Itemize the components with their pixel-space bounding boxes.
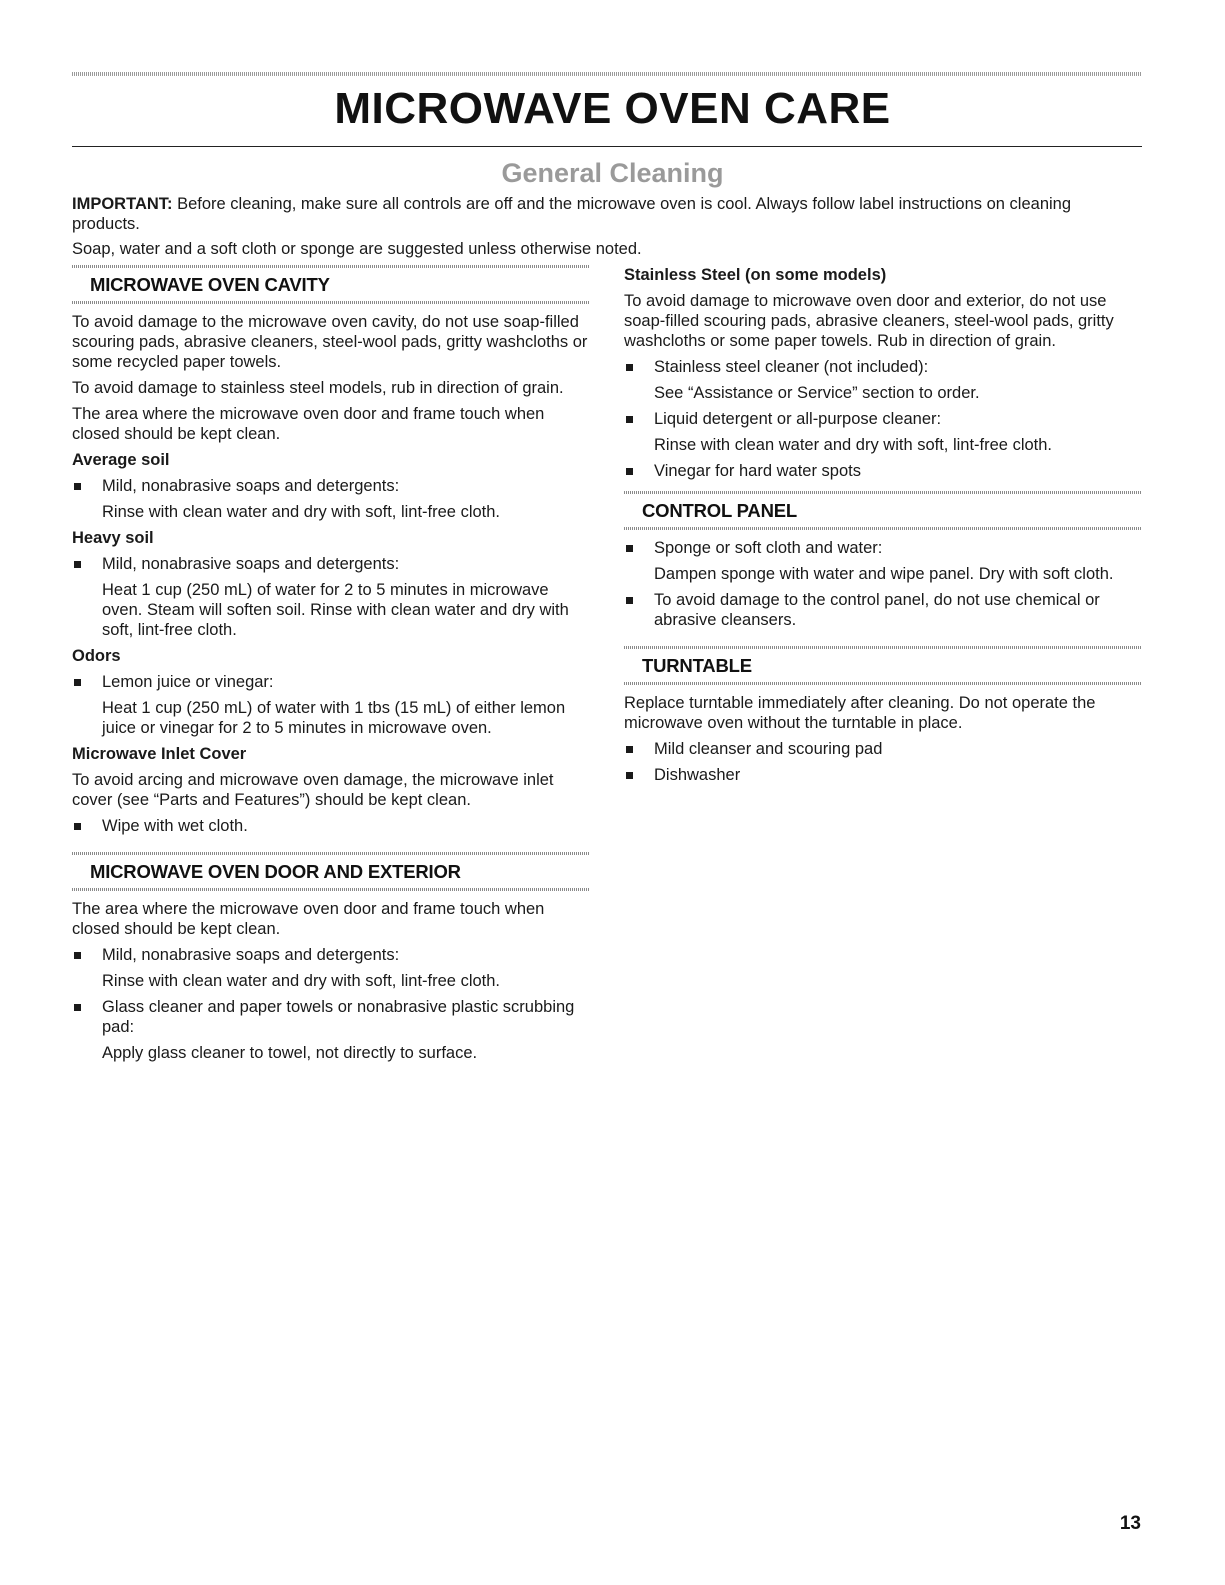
section-door-header [72, 852, 590, 891]
list-item-detail: Heat 1 cup (250 mL) of water for 2 to 5 minutes in microwave oven. Steam will soften soil. Rinse with clean water and dry with soft, lint-free cloth. [102, 581, 569, 639]
average-soil-heading: Average soil [72, 451, 170, 469]
right-column [624, 265, 1142, 791]
title-rule [72, 146, 1142, 147]
inlet-cover-paragraph: To avoid arcing and microwave oven damage, the microwave inlet cover (see “Parts and Features”) should be kept clean. [72, 771, 554, 809]
list-item: To avoid damage to the control panel, do not use chemical or abrasive cleansers. [624, 590, 1142, 630]
important-label: IMPORTANT: [72, 195, 173, 213]
important-text: Before cleaning, make sure all controls are off and the microwave oven is cool. Always follow label instructions on cleaning products. [72, 195, 1072, 233]
general-note: Soap, water and a soft cloth or sponge are suggested unless otherwise noted. [72, 240, 642, 258]
intro-block [72, 194, 1142, 264]
section-door-title: MICROWAVE OVEN DOOR AND EXTERIOR [90, 861, 461, 882]
heavy-soil-heading: Heavy soil [72, 529, 154, 547]
important-note [72, 194, 1142, 234]
list-item: Wipe with wet cloth. [72, 816, 590, 836]
list-item: Mild, nonabrasive soaps and detergents: [72, 945, 590, 965]
list-item-detail: Rinse with clean water and dry with soft, lint-free cloth. [102, 972, 501, 990]
list-item: Mild, nonabrasive soaps and detergents: [72, 554, 590, 574]
list-item: Lemon juice or vinegar: [72, 672, 590, 692]
top-dotted-rule [72, 72, 1142, 76]
cavity-paragraph: To avoid damage to the microwave oven cavity, do not use soap-filled scouring pads, abrasive cleaners, steel-wool pads, gritty washcloths or some recycled paper towels. [72, 313, 588, 371]
dotted-rule [624, 527, 1142, 530]
cavity-paragraph: To avoid damage to stainless steel models, rub in direction of grain. [72, 379, 564, 397]
page-number: 13 [1119, 1513, 1141, 1534]
turntable-paragraph: Replace turntable immediately after cleaning. Do not operate the microwave oven without the turntable in place. [624, 694, 1096, 732]
page-subtitle: General Cleaning [501, 158, 724, 188]
stainless-paragraph: To avoid damage to microwave oven door and exterior, do not use soap-filled scouring pads, abrasive cleaners, steel-wool pads, gritty washcloths or some paper towels. Rub in direction of grain. [624, 292, 1114, 350]
section-cavity-header [72, 265, 590, 304]
odors-heading: Odors [72, 647, 121, 665]
section-turntable-title: TURNTABLE [642, 655, 752, 676]
list-item: Dishwasher [624, 765, 1142, 785]
list-item-detail: Rinse with clean water and dry with soft, lint-free cloth. [102, 503, 501, 521]
section-turntable-header [624, 646, 1142, 685]
list-item-detail: See “Assistance or Service” section to order. [654, 384, 980, 402]
list-item: Glass cleaner and paper towels or nonabrasive plastic scrubbing pad: [72, 997, 590, 1037]
cavity-paragraph: The area where the microwave oven door and frame touch when closed should be kept clean. [72, 405, 545, 443]
stainless-heading: Stainless Steel (on some models) [624, 266, 887, 284]
door-paragraph: The area where the microwave oven door and frame touch when closed should be kept clean. [72, 900, 545, 938]
left-column [72, 265, 590, 1069]
section-cavity-title: MICROWAVE OVEN CAVITY [90, 274, 330, 295]
section-control-panel-title: CONTROL PANEL [642, 500, 797, 521]
list-item-detail: Apply glass cleaner to towel, not directly to surface. [102, 1044, 478, 1062]
page-title: MICROWAVE OVEN CARE [334, 84, 891, 133]
list-item: Mild, nonabrasive soaps and detergents: [72, 476, 590, 496]
list-item: Liquid detergent or all-purpose cleaner: [624, 409, 1142, 429]
inlet-cover-heading: Microwave Inlet Cover [72, 745, 247, 763]
list-item-detail: Heat 1 cup (250 mL) of water with 1 tbs (15 mL) of either lemon juice or vinegar for 2 to 5 minutes in microwave oven. [102, 699, 566, 737]
list-item: Vinegar for hard water spots [624, 461, 1142, 481]
list-item: Stainless steel cleaner (not included): [624, 357, 1142, 377]
list-item-detail: Rinse with clean water and dry with soft, lint-free cloth. [654, 436, 1053, 454]
dotted-rule [72, 888, 590, 891]
dotted-rule [624, 682, 1142, 685]
list-item: Sponge or soft cloth and water: [624, 538, 1142, 558]
dotted-rule [72, 301, 590, 304]
list-item: Mild cleanser and scouring pad [624, 739, 1142, 759]
section-control-panel-header [624, 491, 1142, 530]
list-item-detail: Dampen sponge with water and wipe panel. Dry with soft cloth. [654, 565, 1114, 583]
